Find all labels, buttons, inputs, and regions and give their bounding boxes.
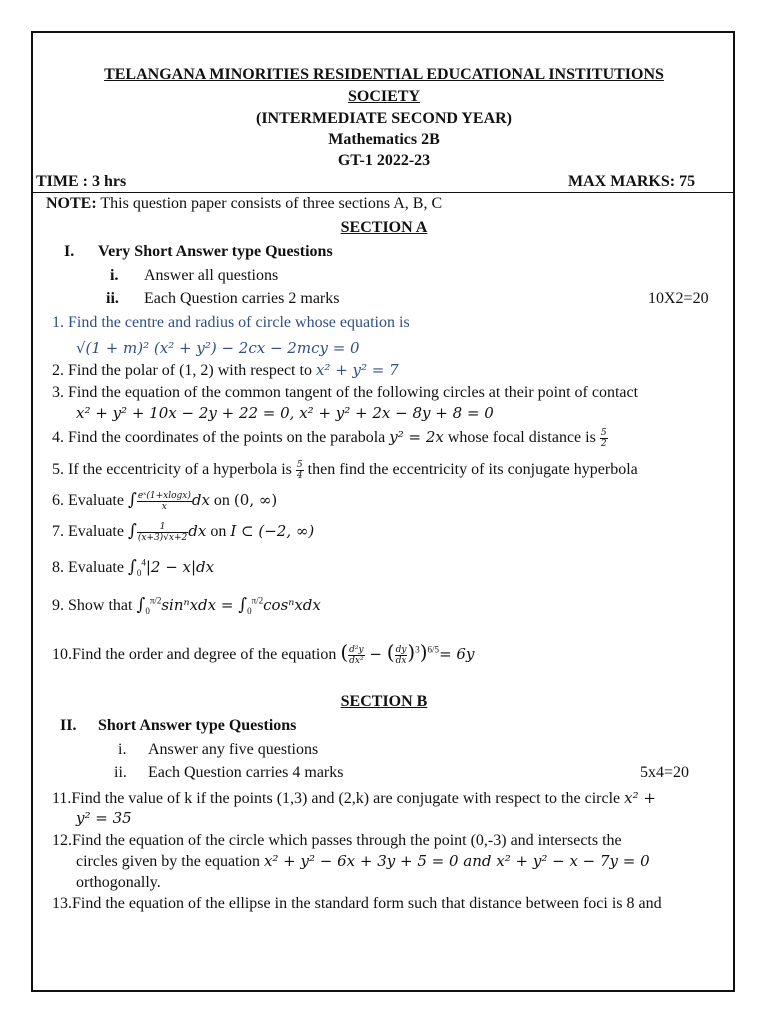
section-b-inst1-num: i.: [118, 741, 127, 758]
integral-upper: π/2: [251, 595, 264, 606]
section-a-heading: Very Short Answer type Questions: [98, 243, 333, 260]
section-b-heading: Short Answer type Questions: [98, 717, 297, 734]
question-4-equation: y² = 2x: [389, 428, 444, 447]
question-2: [52, 361, 399, 380]
question-11-equation-a: x² +: [624, 789, 656, 807]
question-6-dx: dx: [191, 491, 210, 509]
question-12-equation: x² + y² − 6x + 3y + 5 = 0 and x² + y² − x − 7y = 0: [263, 852, 650, 870]
question-9-equation-b: cosⁿxdx: [263, 596, 321, 614]
section-a-inst1-num: i.: [110, 267, 119, 284]
question-7-text: 7. Evaluate: [52, 523, 128, 540]
question-6-text-b: on: [209, 492, 234, 509]
question-12-text-b: circles given by the equation: [76, 853, 264, 870]
institution-name: TELANGANA MINORITIES RESIDENTIAL EDUCATIONAL INSTITUTIONS: [104, 66, 664, 83]
header-rule: [32, 192, 734, 193]
question-6-fraction: $\frac{\text{eˣ(1+xlogx)}}{x}$: [137, 490, 191, 512]
question-4-text: 4. Find the coordinates of the points on the parabola: [52, 429, 390, 447]
question-12-line3: orthogonally.: [76, 874, 161, 891]
section-a-marks: 10X2=20: [648, 290, 709, 307]
question-5: [52, 460, 638, 481]
question-4-fraction: $\frac{5}{2}$: [600, 428, 607, 449]
integral-lower: 0: [136, 568, 142, 579]
question-4: [52, 428, 608, 449]
question-12: 12.Find the equation of the circle which passes through the point (0,-3) and intersects the: [52, 832, 622, 849]
question-1: 1. Find the centre and radius of circle whose equation is: [52, 314, 410, 331]
question-9: [52, 595, 321, 616]
question-7: [52, 521, 314, 543]
question-10-rhs: = 6y: [439, 645, 475, 663]
section-b-marks: 5x4=20: [640, 764, 690, 781]
minus-sign: −: [364, 645, 387, 663]
institution-society: SOCIETY: [347, 88, 421, 105]
integral-sign: ∫: [136, 595, 146, 615]
question-7-fraction: $\frac{1}{(x+3)√x+2}$: [137, 521, 188, 543]
question-6-interval: (0, ∞): [233, 491, 278, 509]
question-9-text: 9. Show that: [52, 597, 137, 614]
dy-dx-fraction: $\frac{dy}{dx}$: [395, 644, 407, 666]
question-10: [52, 640, 474, 666]
exam-code: GT-1 2022-23: [337, 152, 431, 169]
paren-inner-right: ): [407, 640, 416, 664]
question-8: [52, 557, 214, 578]
question-7-text-b: on: [206, 523, 231, 540]
question-11-text: 11.Find the value of k if the points (1,3) and (2,k) are conjugate with respect to the circle: [52, 790, 625, 807]
section-b-title: SECTION B: [340, 693, 428, 710]
question-4-text-b: whose focal distance is: [443, 429, 600, 447]
question-10-text: 10.Find the order and degree of the equation: [52, 646, 341, 663]
question-2-equation: x² + y² = 7: [315, 361, 399, 379]
exponent-6-5: 6/5: [427, 644, 440, 655]
integral-lower: 0: [145, 606, 150, 617]
paren-left: (: [340, 640, 349, 664]
section-b-inst1: Answer any five questions: [148, 741, 319, 758]
exam-time: TIME : 3 hrs: [36, 173, 127, 190]
section-a-title: SECTION A: [340, 219, 428, 236]
integral-sign: ∫: [127, 557, 137, 577]
note-label: NOTE:: [46, 195, 97, 212]
question-5-fraction: $\frac{5}{4}$: [296, 460, 303, 481]
question-7-dx: dx: [188, 522, 207, 540]
exam-year: (INTERMEDIATE SECOND YEAR): [255, 110, 513, 127]
question-11: [52, 789, 656, 808]
question-6: [52, 490, 277, 512]
d2y-dx2-fraction: $\frac{\text{d²y}}{\text{dx²}}$: [349, 644, 364, 666]
question-8-text: 8. Evaluate: [52, 559, 128, 576]
note-line: [46, 195, 442, 213]
question-1-equation: √(1 + m)² (x² + y²) − 2cx − 2mcy = 0: [76, 339, 360, 357]
section-b-inst2-num: ii.: [114, 764, 127, 781]
section-a-inst2-num: ii.: [106, 290, 119, 307]
integral-sign: ∫: [127, 490, 137, 510]
question-7-interval: I ⊂ (−2, ∞): [230, 522, 315, 540]
integral-upper: π/2: [149, 595, 162, 606]
section-b-number: II.: [60, 717, 77, 734]
integral-upper: 4: [141, 557, 146, 568]
max-marks: MAX MARKS: 75: [568, 173, 696, 190]
question-5-text-b: then find the eccentricity of its conjugate hyperbola: [303, 461, 638, 479]
integral-lower: 0: [247, 606, 252, 617]
question-6-text: 6. Evaluate: [52, 492, 128, 509]
paren-inner-left: (: [386, 640, 395, 664]
paren-right: ): [419, 640, 428, 664]
section-b-inst2: Each Question carries 4 marks: [148, 764, 344, 781]
subject-title: Mathematics 2B: [328, 131, 440, 148]
question-11-equation-b: y² = 35: [76, 809, 132, 827]
question-3-equation: x² + y² + 10x − 2y + 22 = 0, x² + y² + 2x − 8y + 8 = 0: [76, 404, 494, 422]
question-5-text: 5. If the eccentricity of a hyperbola is: [52, 461, 296, 479]
question-8-equation: |2 − x|dx: [145, 558, 215, 576]
question-3: 3. Find the equation of the common tangent of the following circles at their point of contact: [52, 384, 639, 401]
question-13: 13.Find the equation of the ellipse in the standard form such that distance between foci is 8 and: [52, 895, 662, 912]
integral-sign: ∫: [127, 521, 137, 541]
section-a-inst1: Answer all questions: [144, 267, 279, 284]
integral-sign: ∫: [238, 595, 248, 615]
note-text: This question paper consists of three sections A, B, C: [96, 195, 443, 212]
question-9-equation-a: sinⁿxdx =: [161, 596, 239, 614]
question-2-text: 2. Find the polar of (1, 2) with respect to: [52, 362, 316, 379]
exponent-3: 3: [415, 644, 420, 655]
section-a-number: I.: [64, 243, 75, 260]
section-a-inst2: Each Question carries 2 marks: [144, 290, 340, 307]
question-12-line2: [76, 852, 650, 871]
